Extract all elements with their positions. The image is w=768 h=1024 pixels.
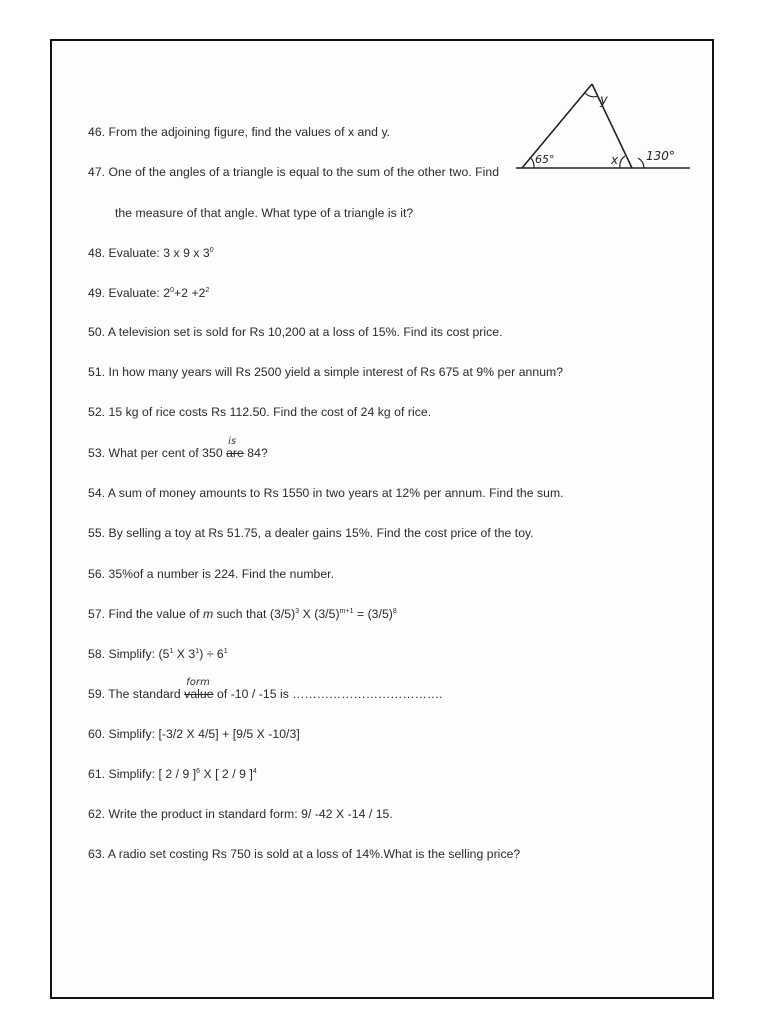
question-63: 63. A radio set costing Rs 750 is sold at a loss of 14%.What is the selling price? (88, 847, 521, 861)
question-53 (88, 436, 268, 461)
question-56: 56. 35%of a number is 224. Find the number. (88, 567, 335, 581)
q59-correction (184, 677, 214, 702)
question-46: 46. From the adjoining figure, find the values of x and y. (88, 125, 391, 139)
q53-end: 84? (243, 446, 268, 460)
q49-middle: +2 +2 (174, 286, 206, 300)
question-49 (88, 285, 209, 301)
question-59 (88, 677, 443, 702)
question-51: 51. In how many years will Rs 2500 yield a simple interest of Rs 675 at 9% per annum? (88, 365, 564, 379)
question-62: 62. Write the product in standard form: 9/ -42 X -14 / 15. (88, 807, 393, 821)
question-47-line1: 47. One of the angles of a triangle is equal to the sum of the other two. Find (88, 165, 500, 179)
q59-text: 59. The standard (88, 687, 185, 701)
q57-variable-m: m (202, 607, 214, 621)
q58-exponent-1: 1 (169, 648, 174, 655)
angle-arc-x (620, 156, 625, 168)
angle-label-x: x (611, 153, 619, 167)
question-48 (88, 245, 214, 261)
q57-part2: X (3/5) (299, 607, 340, 621)
q58-exponent-2: 1 (195, 648, 200, 655)
q49-exponent-2: 2 (205, 287, 210, 294)
q49-exponent-1: 0 (170, 287, 175, 294)
question-61 (88, 766, 257, 782)
q57-exponent-2: m+1 (339, 608, 354, 615)
q57-part1: such that (3/5) (213, 607, 296, 621)
q61-exponent-1: 6 (196, 768, 201, 775)
question-50: 50. A television set is sold for Rs 10,200 at a loss of 15%. Find its cost price. (88, 325, 503, 339)
q59-handwritten-note: form (186, 677, 210, 688)
q53-correction (226, 436, 244, 461)
q59-struck-word: value (184, 687, 214, 701)
triangle-left-side (522, 84, 592, 168)
q61-text: 61. Simplify: [ 2 / 9 ] (88, 767, 197, 781)
q57-exponent-3: 8 (392, 608, 397, 615)
q53-struck-word: are (226, 446, 244, 460)
angle-label-130: 130° (646, 149, 675, 163)
q58-text: 58. Simplify: (5 (88, 647, 170, 661)
q59-end: of -10 / -15 is ………………………………. (213, 687, 443, 701)
question-57 (88, 606, 397, 622)
q49-text: 49. Evaluate: 2 (88, 286, 171, 300)
q58-part2: ) ÷ 6 (199, 647, 224, 661)
q57-exponent-1: 3 (295, 608, 300, 615)
angle-label-y: y (600, 93, 608, 108)
q61-exponent-2: 4 (252, 768, 257, 775)
angle-arc-130 (638, 158, 644, 168)
question-52: 52. 15 kg of rice costs Rs 112.50. Find the cost of 24 kg of rice. (88, 405, 432, 419)
question-60: 60. Simplify: [-3/2 X 4/5] + [9/5 X -10/3] (88, 727, 300, 741)
q57-part3: = (3/5) (353, 607, 393, 621)
q48-exponent: 0 (209, 247, 214, 254)
triangle-figure (508, 76, 698, 176)
q58-exponent-3: 1 (223, 648, 228, 655)
angle-label-65: 65° (535, 153, 555, 166)
q53-handwritten-note: is (228, 436, 237, 447)
q48-text: 48. Evaluate: 3 x 9 x 3 (88, 246, 210, 260)
question-58 (88, 646, 228, 662)
question-55: 55. By selling a toy at Rs 51.75, a dealer gains 15%. Find the cost price of the toy. (88, 526, 534, 540)
q53-text: 53. What per cent of 350 (88, 446, 227, 460)
question-47-line2: the measure of that angle. What type of a triangle is it? (115, 206, 414, 220)
q57-text: 57. Find the value of (88, 607, 203, 621)
question-54: 54. A sum of money amounts to Rs 1550 in two years at 12% per annum. Find the sum. (88, 486, 564, 500)
q61-part: X [ 2 / 9 ] (200, 767, 253, 781)
q58-part1: X 3 (173, 647, 196, 661)
